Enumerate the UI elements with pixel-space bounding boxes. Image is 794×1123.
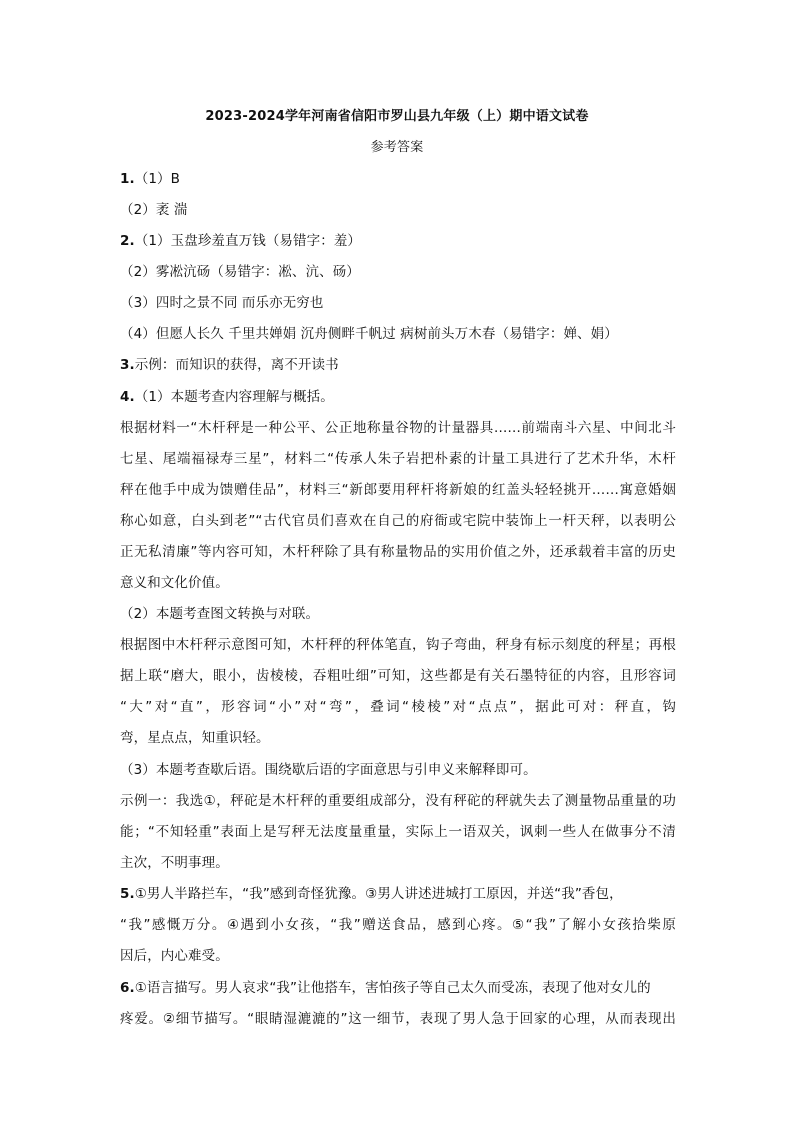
page-subtitle: 参考答案 bbox=[370, 140, 424, 155]
answer-text: 示例：而知识的获得，离不开读书 bbox=[134, 357, 339, 373]
paragraph-line: 根据图中木杆秤示意图可知，木杆秤的秤体笔直，钩子弯曲，秤身有标示刻度的秤星；再根 bbox=[120, 637, 676, 653]
answer-text: （1）玉盘珍羞直万钱（易错字：羞） bbox=[134, 233, 362, 249]
paragraph-line: 正无私清廉”等内容可知，木杆秤除了具有称量物品的实用价值之外，还承载着丰富的历史 bbox=[120, 544, 676, 560]
paragraph-line: “我”感慨万分。④遇到小女孩，“我”赠送食品，感到心疼。⑤“我”了解小女孩拾柴原 bbox=[120, 917, 676, 933]
answer-3 bbox=[120, 353, 676, 373]
question-number: 3. bbox=[120, 357, 135, 373]
answer-4-part-1-heading bbox=[120, 385, 676, 405]
paragraph-line: 能；“不知轻重”表面上是写秤无法度量重量，实际上一语双关，讽刺一些人在做事分不清 bbox=[120, 824, 676, 840]
answer-4-part-2-heading: （2）本题考查图文转换与对联。 bbox=[120, 606, 320, 622]
answer-2-part-1 bbox=[120, 229, 676, 249]
page-title: 2023-2024学年河南省信阳市罗山县九年级（上）期中语文试卷 bbox=[205, 109, 589, 124]
paragraph-line: 疼爱。②细节描写。“眼睛湿漉漉的”这一细节，表现了男人急于回家的心理，从而表现出 bbox=[120, 1011, 676, 1027]
question-number: 5. bbox=[120, 886, 135, 902]
paragraph-line: 示例一：我选①，秤砣是木杆秤的重要组成部分，没有秤砣的秤就失去了测量物品重量的功 bbox=[120, 793, 676, 809]
answer-text: ①男人半路拦车，“我”感到奇怪犹豫。③男人讲述进城打工原因，并送“我”香包， bbox=[134, 886, 623, 902]
paragraph-line: 秤在他手中成为馈赠佳品”，材料三“新郎要用秤杆将新娘的红盖头轻轻挑开……寓意婚姻 bbox=[120, 482, 676, 498]
answer-text: ①语言描写。男人哀求“我”让他搭车，害怕孩子等自己太久而受冻，表现了他对女儿的 bbox=[134, 980, 651, 996]
question-number: 1. bbox=[120, 171, 135, 187]
answer-2-part-4: （4）但愿人长久 千里共婵娟 沉舟侧畔千帆过 病树前头万木春（易错字：婵、娟） bbox=[120, 326, 618, 342]
answer-2-part-3: （3）四时之景不同 而乐亦无穷也 bbox=[120, 295, 324, 311]
paragraph-line: 根据材料一“木杆秤是一种公平、公正地称量谷物的计量器具……前端南斗六星、中间北斗 bbox=[120, 420, 676, 436]
answer-1-part-1 bbox=[120, 167, 676, 187]
question-number: 6. bbox=[120, 980, 135, 996]
answer-1-part-2: （2）袤 湍 bbox=[120, 202, 188, 218]
paragraph-line: 因后，内心难受。 bbox=[120, 948, 229, 964]
paragraph-line: “大”对“直”，形容词“小”对“弯”，叠词“棱棱”对“点点”，据此可对：秤直，钩 bbox=[120, 699, 676, 715]
answer-4-part-3-heading: （3）本题考查歇后语。围绕歇后语的字面意思与引申义来解释即可。 bbox=[120, 762, 537, 778]
answer-2-part-2: （2）雾凇沆砀（易错字：凇、沆、砀） bbox=[120, 264, 360, 280]
answer-text: （1）本题考查内容理解与概括。 bbox=[134, 389, 334, 405]
question-number: 4. bbox=[120, 389, 135, 405]
answer-5-line-1 bbox=[120, 882, 676, 902]
paragraph-line: 主次，不明事理。 bbox=[120, 855, 229, 871]
answer-6-line-1 bbox=[120, 976, 676, 996]
paragraph-line: 七星、尾端福禄寿三星”，材料二“传承人朱子岩把朴素的计量工具进行了艺术升华，木杆 bbox=[120, 451, 676, 467]
paragraph-line: 据上联“磨大，眼小，齿棱棱，吞粗吐细”可知，这些都是有关石墨特征的内容，且形容词 bbox=[120, 668, 676, 684]
paragraph-line: 称心如意，白头到老”“古代官员们喜欢在自己的府衙或宅院中装饰上一杆天秤，以表明公 bbox=[120, 513, 676, 529]
question-number: 2. bbox=[120, 233, 135, 249]
answer-text: （1）B bbox=[134, 171, 180, 187]
paragraph-line: 意义和文化价值。 bbox=[120, 575, 229, 591]
paragraph-line: 弯，星点点，知重识轻。 bbox=[120, 730, 270, 746]
